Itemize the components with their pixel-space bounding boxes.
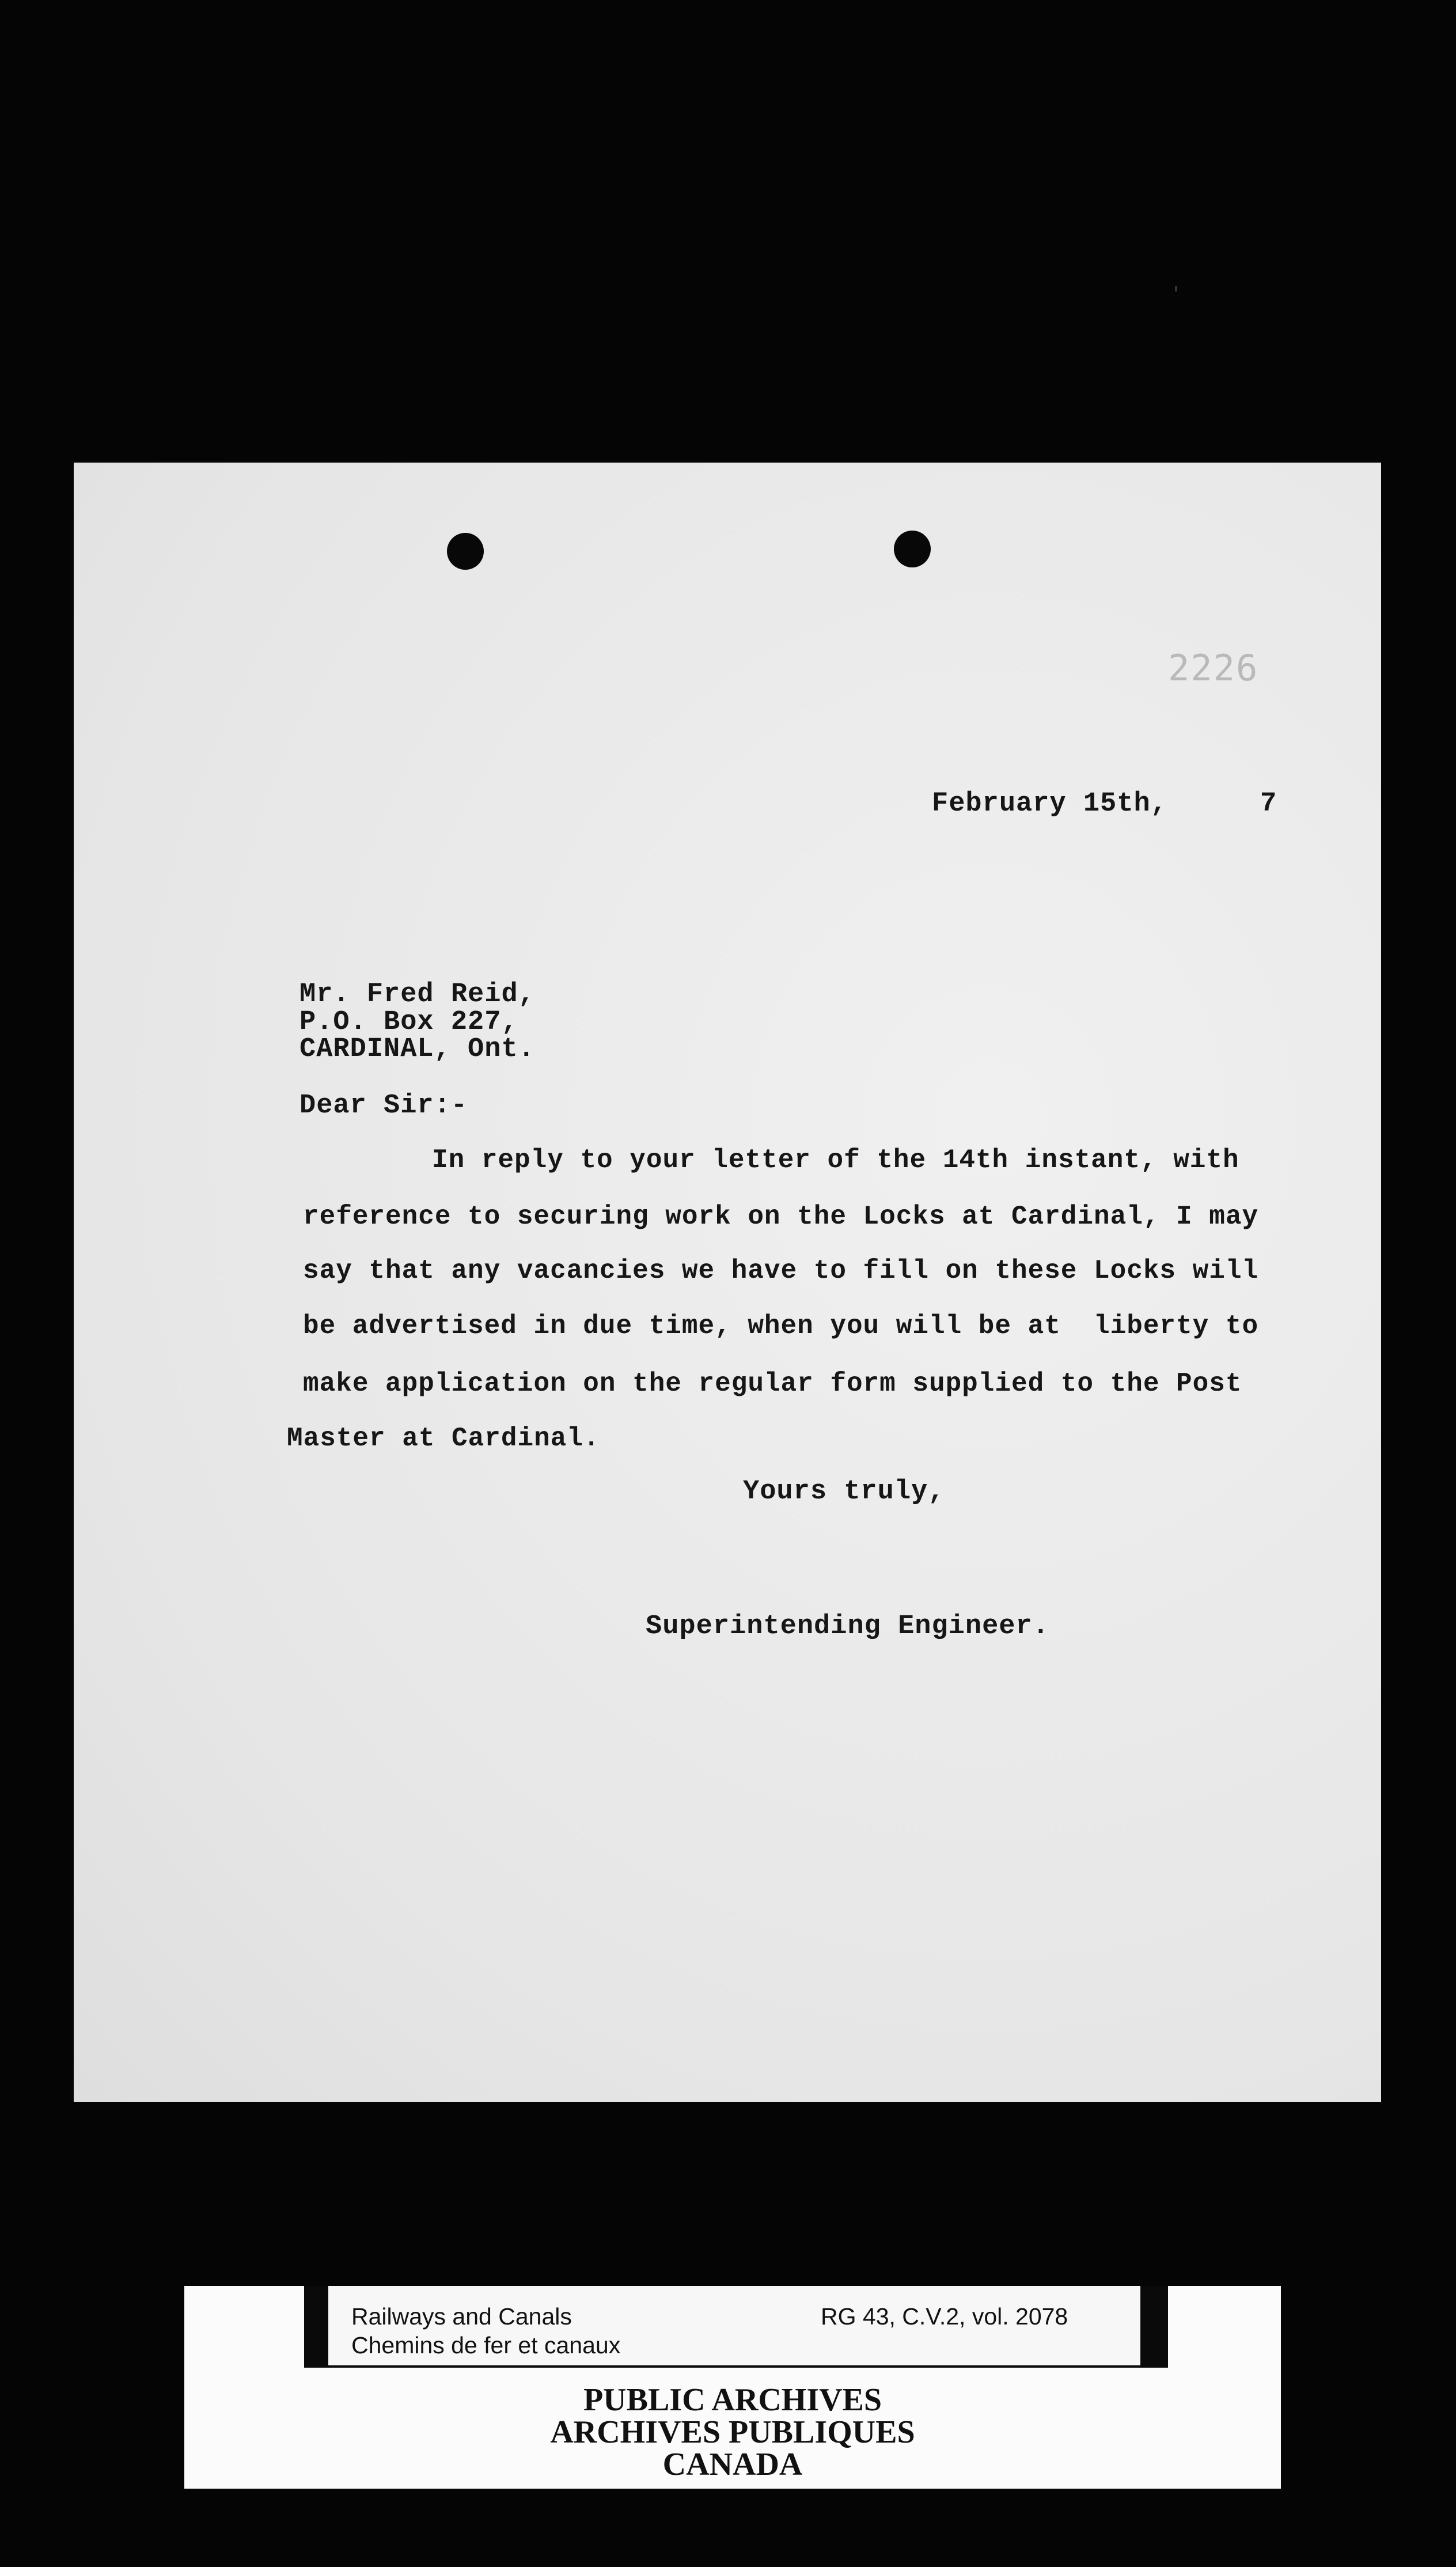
letter-date: February 15th,: [932, 789, 1167, 819]
body-line: make application on the regular form supplied to the Post: [303, 1369, 1242, 1399]
body-line: Master at Cardinal.: [287, 1423, 600, 1453]
salutation: Dear Sir:-: [299, 1091, 468, 1121]
body-line: In reply to your letter of the 14th instant, with: [432, 1145, 1239, 1175]
recipient-city: CARDINAL, Ont.: [299, 1034, 535, 1065]
punch-hole-left: [447, 533, 484, 570]
closing: Yours truly,: [743, 1476, 945, 1507]
archive-label: [184, 2286, 1281, 2489]
body-line: say that any vacancies we have to fill on these Locks will: [303, 1256, 1259, 1286]
institution-fr: ARCHIVES PUBLIQUES: [550, 2414, 915, 2450]
institution-country: CANADA: [662, 2447, 803, 2482]
institution-en: PUBLIC ARCHIVES: [583, 2382, 882, 2418]
archive-reference: RG 43, C.V.2, vol. 2078: [821, 2303, 1068, 2330]
punch-hole-right: [894, 531, 931, 567]
department-en: Railways and Canals: [351, 2303, 572, 2330]
body-line: reference to securing work on the Locks at Cardinal, I may: [303, 1202, 1259, 1232]
department-fr: Chemins de fer et canaux: [351, 2332, 621, 2358]
file-stamp-number: 2226: [1168, 647, 1259, 689]
date-mark: 7: [1260, 789, 1277, 819]
recipient-name: Mr. Fred Reid,: [299, 979, 535, 1010]
letter-sheet: [74, 463, 1381, 2102]
signature-title: Superintending Engineer.: [646, 1611, 1049, 1642]
recipient-box: P.O. Box 227,: [299, 1007, 518, 1038]
body-line: be advertised in due time, when you will be at liberty to: [303, 1311, 1259, 1341]
scan-speck: [1175, 286, 1177, 291]
